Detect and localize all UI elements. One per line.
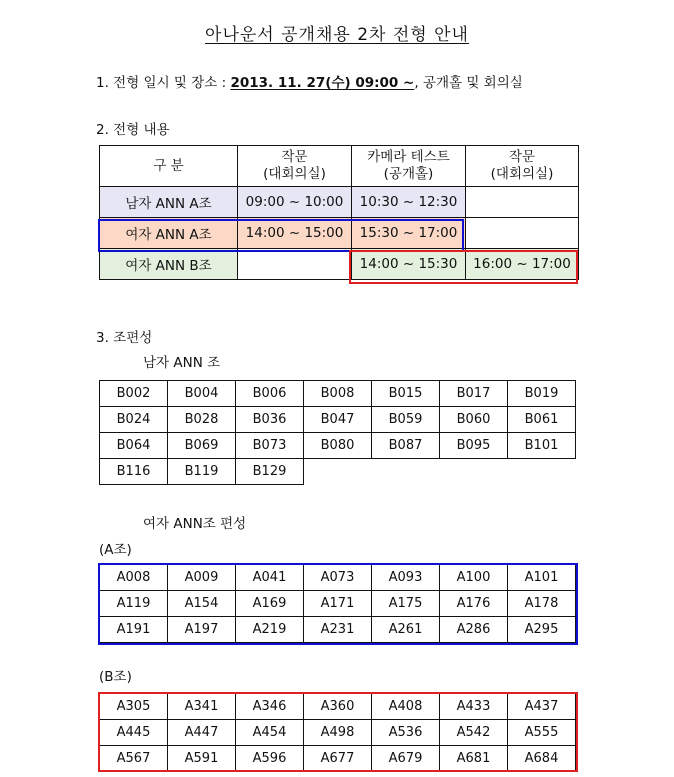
applicant-id-cell: A286 — [440, 617, 508, 643]
section1-line — [96, 71, 523, 91]
applicant-id-cell: A119 — [100, 591, 168, 617]
applicant-id-cell: B015 — [372, 381, 440, 407]
applicant-id-cell: A498 — [304, 720, 372, 746]
applicant-id-cell: A408 — [372, 694, 440, 720]
applicant-id-cell: A100 — [440, 565, 508, 591]
page-title-text: 아나운서 공개채용 2차 전형 안내 — [205, 25, 469, 45]
section3-label — [96, 326, 152, 346]
male-table-row — [100, 407, 576, 433]
male-grid-wrap — [99, 380, 576, 485]
row-time-cell: 09:00 ~ 10:00 — [238, 187, 352, 218]
section3-label-text: 3. 조편성 — [96, 330, 153, 346]
section1-place: , 공개홀 및 회의실 — [414, 75, 523, 91]
row-time-cell: 16:00 ~ 17:00 — [466, 249, 579, 280]
male-group-title: 남자 ANN 조 — [143, 355, 221, 371]
applicant-id-cell: B006 — [236, 381, 304, 407]
applicant-id-cell: B095 — [440, 433, 508, 459]
header-camera-test-line1: 카메라 테스트 — [367, 149, 450, 165]
applicant-id-cell: A341 — [168, 694, 236, 720]
applicant-id-cell: A445 — [100, 720, 168, 746]
group-b-table-row — [100, 694, 576, 720]
header-camera-test — [352, 146, 466, 187]
page-title — [0, 20, 674, 45]
applicant-id-cell: A295 — [508, 617, 576, 643]
row-time-cell — [466, 187, 579, 218]
applicant-id-cell: B061 — [508, 407, 576, 433]
applicant-id-cell: A009 — [168, 565, 236, 591]
header-essay-2-line2: (대회의실) — [490, 166, 554, 182]
applicant-id-cell: A437 — [508, 694, 576, 720]
group-a-table-row — [100, 565, 576, 591]
schedule-row-female-b — [100, 249, 579, 280]
applicant-id-cell: A101 — [508, 565, 576, 591]
applicant-id-cell: A681 — [440, 746, 508, 772]
male-group-table — [99, 380, 576, 485]
applicant-id-cell: B069 — [168, 433, 236, 459]
group-a-table-row — [100, 617, 576, 643]
applicant-id-cell: A171 — [304, 591, 372, 617]
applicant-id-cell: B004 — [168, 381, 236, 407]
section1-label: 1. 전형 일시 및 장소 : — [96, 75, 227, 91]
group-a-label: (A조) — [99, 542, 132, 558]
header-category-label: 구 분 — [153, 157, 184, 174]
row-time-cell: 10:30 ~ 12:30 — [352, 187, 466, 218]
applicant-id-cell: A684 — [508, 746, 576, 772]
applicant-id-cell: B080 — [304, 433, 372, 459]
applicant-id-cell: A041 — [236, 565, 304, 591]
applicant-id-cell: A433 — [440, 694, 508, 720]
applicant-id-cell: B036 — [236, 407, 304, 433]
male-table-row — [100, 459, 576, 485]
applicant-id-cell: A008 — [100, 565, 168, 591]
applicant-id-cell: B087 — [372, 433, 440, 459]
schedule-row-female-a — [100, 218, 579, 249]
applicant-id-cell: B047 — [304, 407, 372, 433]
applicant-id-cell: A176 — [440, 591, 508, 617]
header-category — [100, 146, 238, 187]
applicant-id-cell: B116 — [100, 459, 168, 485]
group-b-label: (B조) — [99, 669, 132, 685]
applicant-id-cell: B060 — [440, 407, 508, 433]
applicant-id-cell: A191 — [100, 617, 168, 643]
applicant-id-cell: A197 — [168, 617, 236, 643]
applicant-id-cell: A305 — [100, 694, 168, 720]
applicant-id-cell: B129 — [236, 459, 304, 485]
applicant-id-cell: A536 — [372, 720, 440, 746]
row-time-cell — [466, 218, 579, 249]
header-essay-1 — [238, 146, 352, 187]
header-camera-test-line2: (공개홀) — [383, 166, 434, 182]
schedule-header-row — [100, 146, 579, 187]
female-group-title: 여자 ANN조 편성 — [143, 516, 247, 532]
applicant-id-cell: B119 — [168, 459, 236, 485]
applicant-id-cell: A154 — [168, 591, 236, 617]
applicant-id-cell: A219 — [236, 617, 304, 643]
row-time-cell: 14:00 ~ 15:30 — [352, 249, 466, 280]
row-group-label: 여자 ANN A조 — [100, 218, 238, 249]
row-time-cell: 15:30 ~ 17:00 — [352, 218, 466, 249]
applicant-id-cell: A073 — [304, 565, 372, 591]
applicant-id-cell: A567 — [100, 746, 168, 772]
header-essay-1-line2: (대회의실) — [263, 166, 326, 182]
applicant-id-cell: A261 — [372, 617, 440, 643]
applicant-id-cell: A178 — [508, 591, 576, 617]
section2-label: 2. 전형 내용 — [96, 122, 170, 138]
group-b-table-row — [100, 746, 576, 772]
group-b-table-row — [100, 720, 576, 746]
applicant-id-cell: A346 — [236, 694, 304, 720]
row-group-label: 여자 ANN B조 — [100, 249, 238, 280]
male-table-row — [100, 381, 576, 407]
applicant-id-cell: B059 — [372, 407, 440, 433]
schedule-table — [99, 145, 579, 280]
applicant-id-cell: B008 — [304, 381, 372, 407]
applicant-id-cell: A175 — [372, 591, 440, 617]
applicant-id-cell: A596 — [236, 746, 304, 772]
applicant-id-cell: A454 — [236, 720, 304, 746]
applicant-id-cell: A093 — [372, 565, 440, 591]
applicant-id-cell: A555 — [508, 720, 576, 746]
applicant-id-cell: A679 — [372, 746, 440, 772]
applicant-id-cell: B028 — [168, 407, 236, 433]
applicant-id-cell: B024 — [100, 407, 168, 433]
group-a-table — [99, 564, 576, 643]
male-table-row — [100, 433, 576, 459]
applicant-id-cell: B101 — [508, 433, 576, 459]
header-essay-1-line1: 작문 — [281, 149, 308, 165]
group-a-grid-wrap — [99, 564, 576, 643]
schedule-table-wrap — [99, 145, 579, 280]
applicant-id-cell: B002 — [100, 381, 168, 407]
applicant-id-cell: B064 — [100, 433, 168, 459]
applicant-id-cell: A231 — [304, 617, 372, 643]
row-time-cell: 14:00 ~ 15:00 — [238, 218, 352, 249]
header-essay-2 — [466, 146, 579, 187]
applicant-id-cell: A591 — [168, 746, 236, 772]
applicant-id-cell: A447 — [168, 720, 236, 746]
applicant-id-cell: A360 — [304, 694, 372, 720]
applicant-id-cell: B073 — [236, 433, 304, 459]
applicant-id-cell: B019 — [508, 381, 576, 407]
group-b-table — [99, 693, 576, 772]
applicant-id-cell: B017 — [440, 381, 508, 407]
row-group-label: 남자 ANN A조 — [100, 187, 238, 218]
applicant-id-cell: A169 — [236, 591, 304, 617]
row-time-cell — [238, 249, 352, 280]
header-essay-2-line1: 작문 — [508, 149, 536, 165]
group-b-grid-wrap — [99, 693, 576, 772]
applicant-id-cell: A677 — [304, 746, 372, 772]
group-a-table-row — [100, 591, 576, 617]
section1-datetime: 2013. 11. 27(수) 09:00 ~ — [230, 75, 415, 91]
schedule-row-male-a — [100, 187, 579, 218]
applicant-id-cell: A542 — [440, 720, 508, 746]
